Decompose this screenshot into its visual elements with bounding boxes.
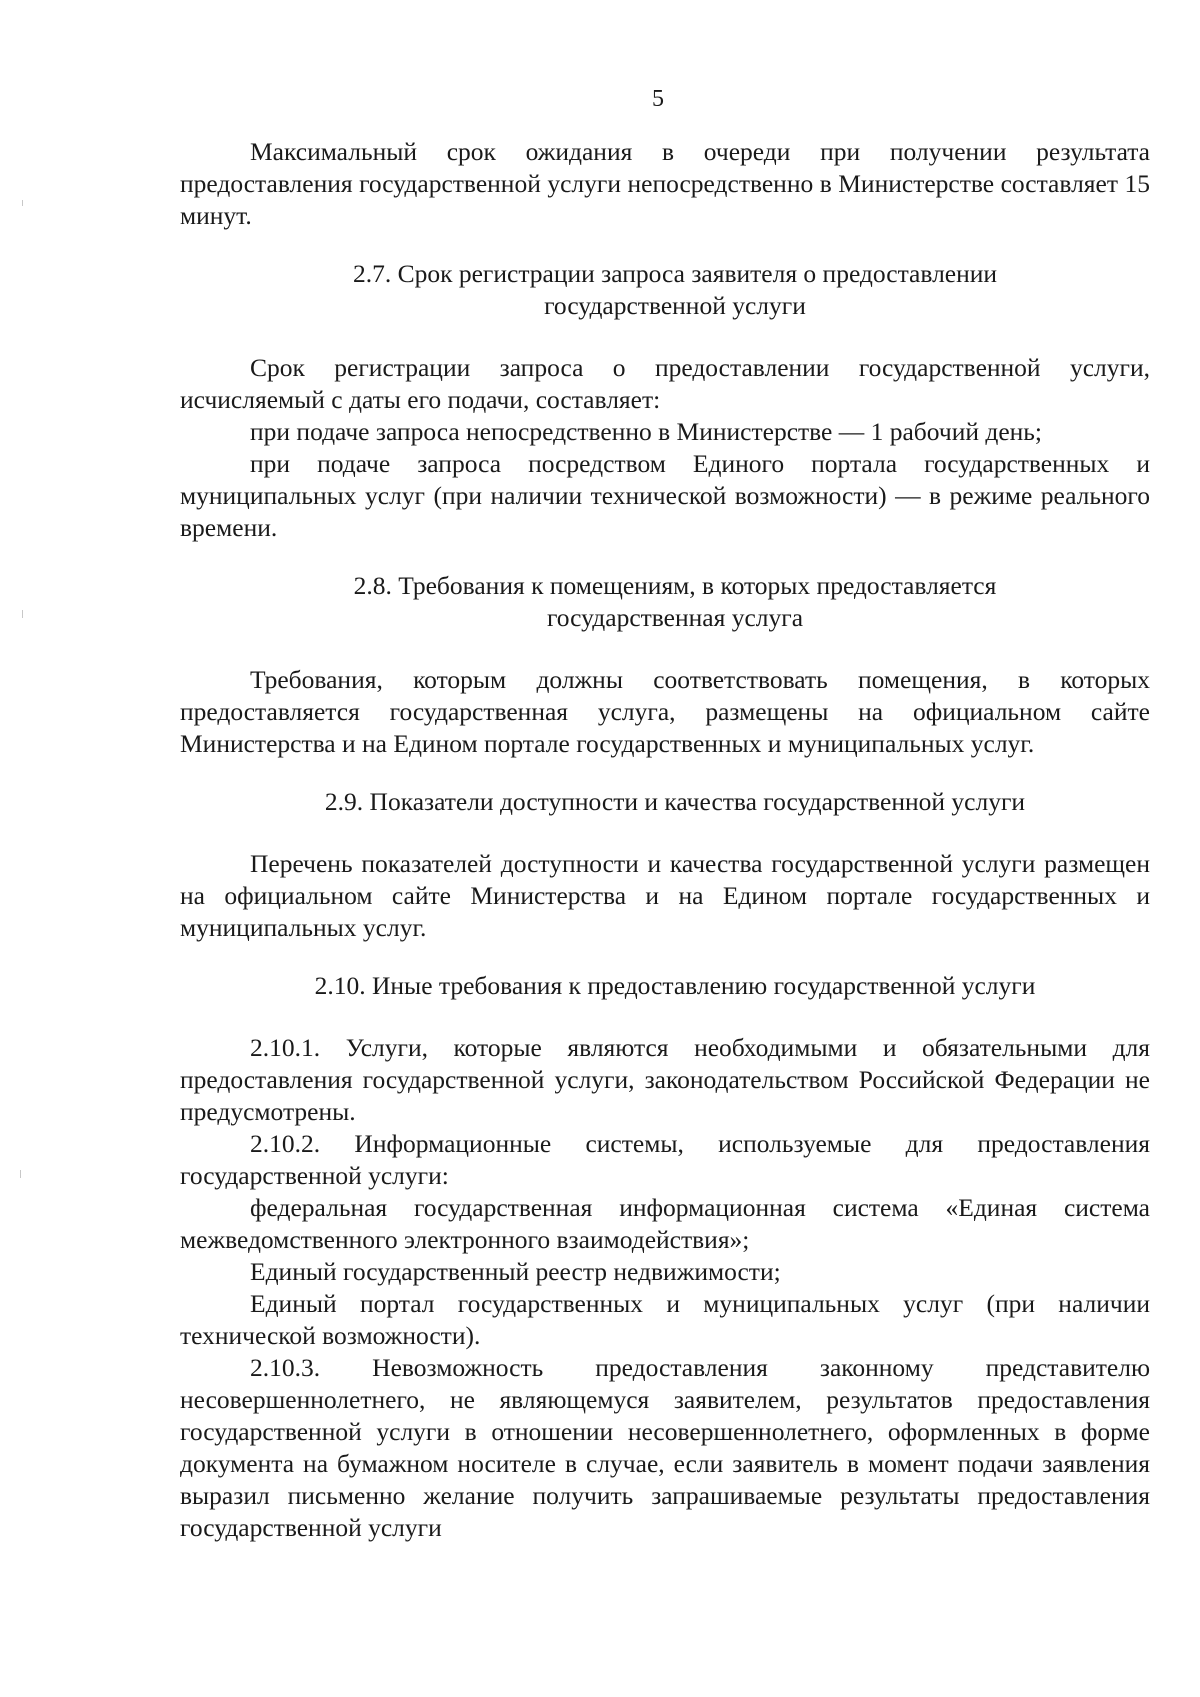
paragraph: при подаче запроса непосредственно в Министерстве — 1 рабочий день; (250, 417, 1043, 446)
section-heading (180, 570, 1150, 634)
paragraph: Единый портал государственных и муниципальных услуг (при наличии технической возможности). (180, 1289, 1150, 1350)
section-heading: 2.10. Иные требования к предоставлению государственной услуги (314, 971, 1036, 1000)
heading-line: 2.7. Срок регистрации запроса заявителя о предоставлении (352, 259, 998, 288)
paragraph: Перечень показателей доступности и качества государственной услуги размещен на официальном сайте Министерства и на Едином портале государственных и муниципальных услуг. (180, 849, 1150, 942)
paragraph: Срок регистрации запроса о предоставлении государственной услуги, исчисляемый с даты его подачи, составляет: (180, 353, 1150, 414)
section-heading: 2.9. Показатели доступности и качества государственной услуги (324, 787, 1026, 816)
page-number: 5 (652, 86, 664, 112)
paragraph: Максимальный срок ожидания в очереди при получении результата предоставления государственной услуги непосредственно в Министерстве составляет 15 минут. (180, 137, 1150, 230)
paragraph: Единый государственный реестр недвижимости; (250, 1257, 781, 1286)
scan-edge-mark (22, 610, 23, 618)
paragraph: федеральная государственная информационная система «Единая система межведомственного электронного взаимодействия»; (180, 1193, 1150, 1254)
paragraph: 2.10.1. Услуги, которые являются необходимыми и обязательными для предоставления государственной услуги, законодательством Российской Федерации не предусмотрены. (180, 1033, 1150, 1126)
heading-line: государственная услуга (546, 603, 804, 632)
document-body (180, 136, 1150, 1544)
scan-edge-mark (20, 1170, 21, 1178)
section-heading (180, 258, 1150, 322)
paragraph: 2.10.2. Информационные системы, используемые для предоставления государственной услуги: (180, 1129, 1150, 1190)
scan-edge-mark (22, 200, 23, 206)
heading-line: 2.8. Требования к помещениям, в которых предоставляется (353, 571, 997, 600)
paragraph: Требования, которым должны соответствовать помещения, в которых предоставляется государственная услуга, размещены на официальном сайте Министерства и на Едином портале государственных и муниципальных услуг. (180, 665, 1150, 758)
paragraph: при подаче запроса посредством Единого портала государственных и муниципальных услуг (при наличии технической возможности) — в режиме реального времени. (180, 449, 1150, 542)
paragraph: 2.10.3. Невозможность предоставления законному представителю несовершеннолетнего, не являющемуся заявителем, результатов предоставления государственной услуги в отношении несовершеннолетнего, оформленных в форме документа на бумажном носителе в случае, если заявитель в момент подачи заявления выразил письменно желание получить запрашиваемые результаты предоставления государственной услуги (180, 1353, 1150, 1542)
heading-line: государственной услуги (544, 291, 806, 320)
